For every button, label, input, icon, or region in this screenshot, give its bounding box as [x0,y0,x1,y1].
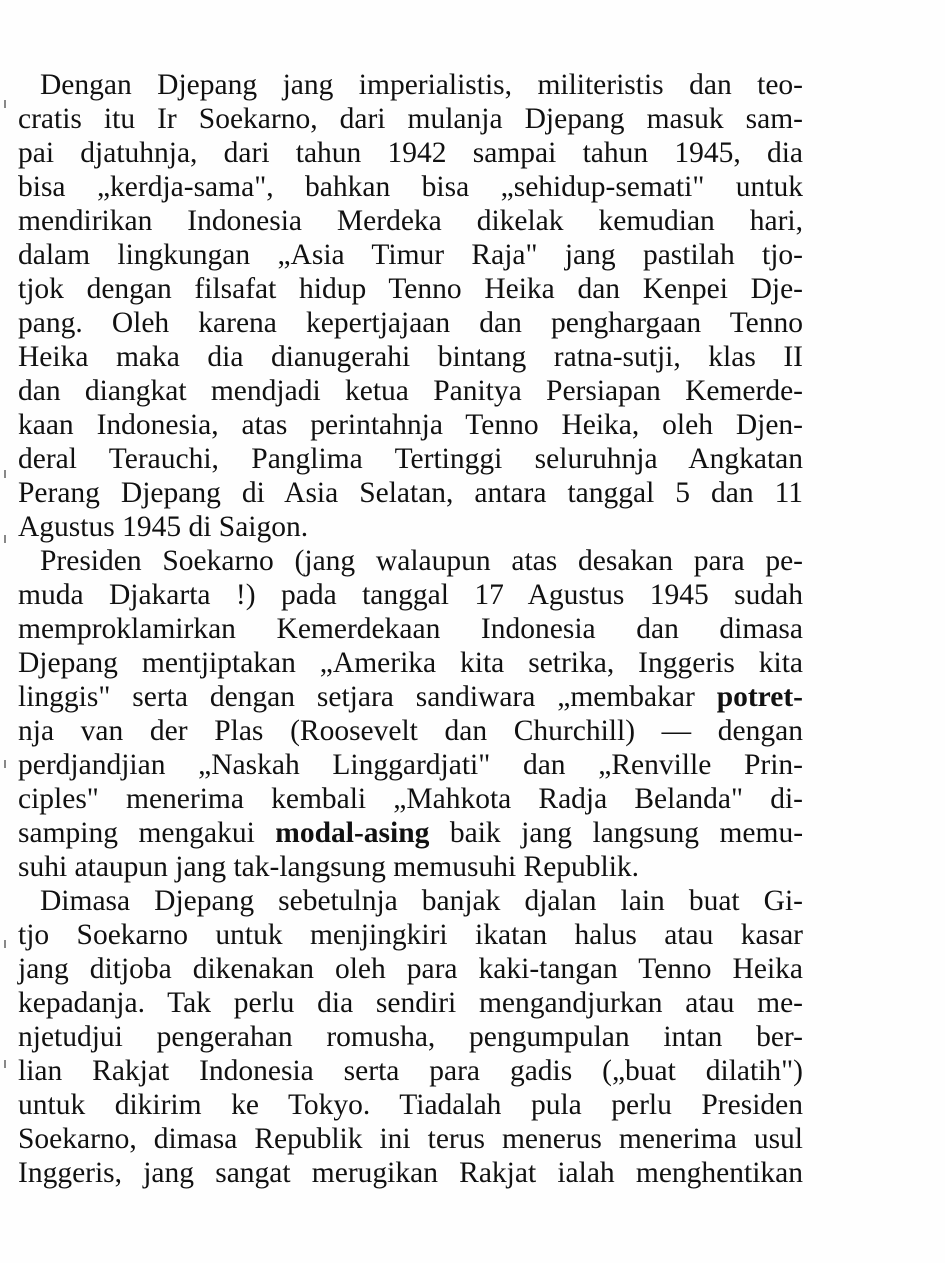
margin-speck [4,1060,6,1068]
margin-speck [4,535,6,543]
text-line: Agustus 1945 di Saigon. [18,511,309,543]
text-line: Heika maka dia dianugerahi bintang ratna-sutji, klas II [18,341,803,373]
text-segment: linggis" serta dengan setjara sandiwara „membakar [18,681,695,713]
margin-speck [4,100,6,108]
text-line: deral Terauchi, Panglima Tertinggi seluruhnja Angkatan [18,443,803,475]
text-line: untuk dikirim ke Tokyo. Tiadalah pula perlu Presiden [18,1089,803,1121]
text-line: nja van der Plas (Roosevelt dan Churchill) — dengan [18,715,803,747]
text-line: dan diangkat mendjadi ketua Panitya Persiapan Kemerde- [18,375,803,407]
margin-speck [4,470,6,478]
text-line: pang. Oleh karena kepertjajaan dan penghargaan Tenno [18,307,803,339]
margin-speck [4,760,6,768]
text-line: muda Djakarta !) pada tanggal 17 Agustus 1945 sudah [18,579,803,611]
text-line: Djepang mentjiptakan „Amerika kita setrika, Inggeris kita [18,647,803,679]
text-line: lian Rakjat Indonesia serta para gadis („buat dilatih") [18,1055,803,1087]
text-line: Inggeris, jang sangat merugikan Rakjat ialah menghentikan [18,1157,803,1189]
text-line: ciples" menerima kembali „Mahkota Radja Belanda" di- [18,783,803,815]
text-line: Soekarno, dimasa Republik ini terus menerus menerima usul [18,1123,803,1155]
body-text [18,68,803,1190]
text-line: tjok dengan filsafat hidup Tenno Heika dan Kenpei Dje- [18,273,803,305]
text-line: Perang Djepang di Asia Selatan, antara tanggal 5 dan 11 [18,477,803,509]
margin-speck [4,940,6,948]
text-line: perdjandjian „Naskah Linggardjati" dan „Renville Prin- [18,749,803,781]
text-line-mixed [18,816,803,850]
text-line: pai djatuhnja, dari tahun 1942 sampai tahun 1945, dia [18,137,803,169]
text-line: memproklamirkan Kemerdekaan Indonesia dan dimasa [18,613,803,645]
text-line: njetudjui pengerahan romusha, pengumpulan intan ber- [18,1021,803,1053]
text-line: Presiden Soekarno (jang walaupun atas desakan para pe- [40,545,803,577]
text-line: kaan Indonesia, atas perintahnja Tenno Heika, oleh Djen- [18,409,803,441]
text-line-mixed [18,680,803,714]
binding-margin [0,60,14,1210]
text-segment: samping mengakui [18,817,255,849]
bold-term: modal-asing [275,817,430,849]
text-line: cratis itu Ir Soekarno, dari mulanja Djepang masuk sam- [18,103,803,135]
text-line: dalam lingkungan „Asia Timur Raja" jang pastilah tjo- [18,239,803,271]
text-line: Dimasa Djepang sebetulnja banjak djalan lain buat Gi- [40,885,803,917]
text-line: kepadanja. Tak perlu dia sendiri mengandjurkan atau me- [18,987,803,1019]
text-line: suhi ataupun jang tak-langsung memusuhi Republik. [18,851,640,883]
text-line: mendirikan Indonesia Merdeka dikelak kemudian hari, [18,205,803,237]
text-line: bisa „kerdja-sama", bahkan bisa „sehidup-semati" untuk [18,171,803,203]
text-line: jang ditjoba dikenakan oleh para kaki-tangan Tenno Heika [18,953,803,985]
text-line: Dengan Djepang jang imperialistis, militeristis dan teo- [40,69,803,101]
text-segment: baik jang langsung memu- [449,817,804,849]
faded-page-number-mark [650,1238,810,1263]
text-line: tjo Soekarno untuk menjingkiri ikatan halus atau kasar [18,919,803,951]
bold-term: potret- [716,681,803,713]
